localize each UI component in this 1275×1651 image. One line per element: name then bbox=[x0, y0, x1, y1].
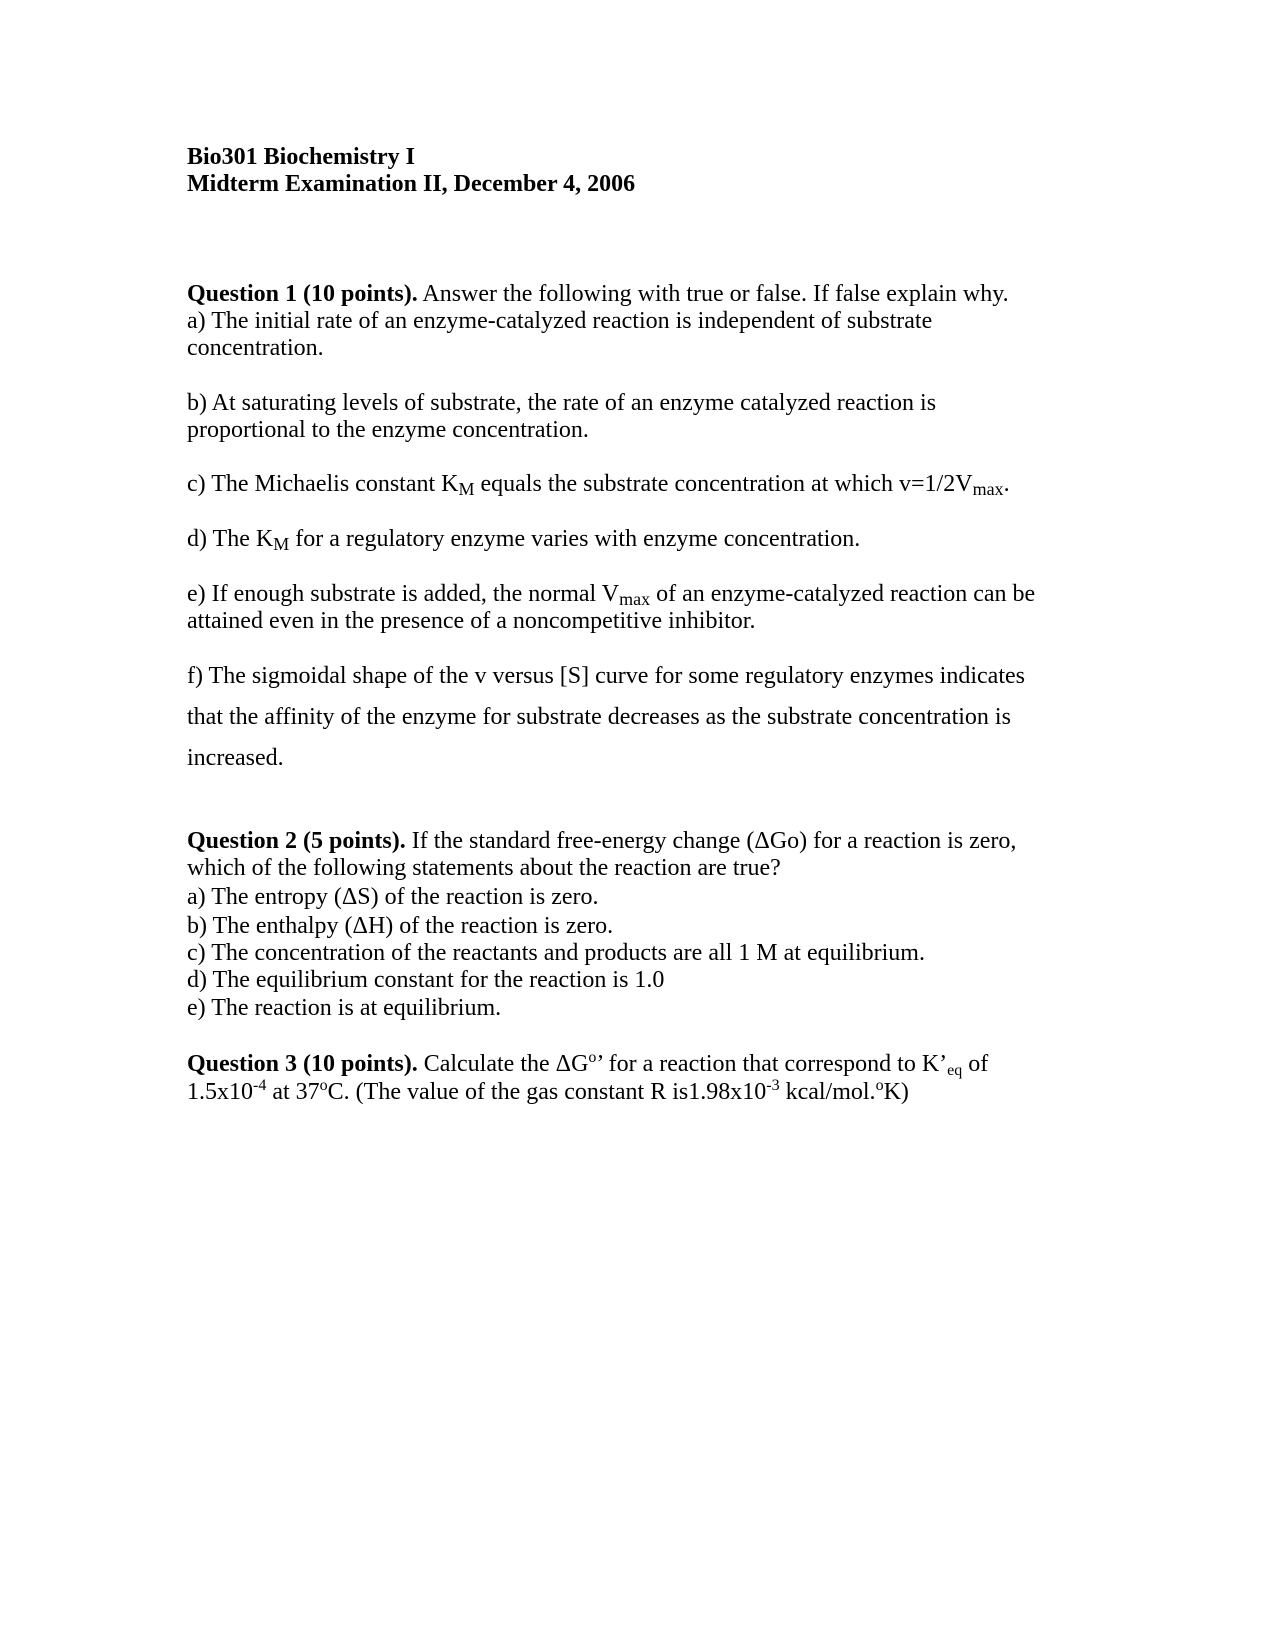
q2-option-b: b) The enthalpy (ΔH) of the reaction is zero. bbox=[187, 913, 614, 939]
q1-a-line2: concentration. bbox=[187, 335, 324, 361]
q1-e-text: e) If enough substrate is added, the normal V bbox=[187, 581, 620, 607]
q3-l2-d: kcal/mol. bbox=[779, 1079, 876, 1105]
q2-option-c: c) The concentration of the reactants and products are all 1 M at equilibrium. bbox=[187, 940, 925, 966]
q3-sup1: o bbox=[588, 1049, 597, 1066]
q1-intro: Answer the following with true or false. If false explain why. bbox=[417, 281, 1009, 307]
q2-title: Question 2 (5 points). bbox=[187, 828, 406, 854]
q1-title: Question 1 (10 points). bbox=[187, 281, 418, 307]
q3-heading bbox=[187, 1050, 988, 1078]
q1-d-text: d) The K bbox=[187, 526, 274, 552]
q1-e-end: of an enzyme-catalyzed reaction can be bbox=[650, 581, 1036, 607]
q3-l2-sup1: -4 bbox=[253, 1077, 267, 1094]
exam-title: Midterm Examination II, December 4, 2006 bbox=[187, 171, 636, 197]
q1-e-line2: attained even in the presence of a noncompetitive inhibitor. bbox=[187, 608, 756, 634]
q1-e bbox=[187, 580, 1035, 608]
q1-b-line1: b) At saturating levels of substrate, the rate of an enzyme catalyzed reaction is bbox=[187, 390, 937, 416]
q1-f-line1: f) The sigmoidal shape of the v versus [S] curve for some regulatory enzymes indicates bbox=[187, 663, 1025, 689]
q3-l2-b: at 37 bbox=[266, 1079, 320, 1105]
q2-option-d: d) The equilibrium constant for the reaction is 1.0 bbox=[187, 967, 665, 993]
q1-d bbox=[187, 525, 860, 553]
q3-l2-sup3: -3 bbox=[766, 1077, 780, 1094]
q1-f-line3: increased. bbox=[187, 745, 284, 771]
q3-l2-c: C. (The value of the gas constant R is1.98x10 bbox=[327, 1079, 767, 1105]
q2-intro-line2: which of the following statements about the reaction are true? bbox=[187, 855, 781, 881]
q1-e-sub: max bbox=[619, 589, 651, 609]
q3-l2-a: 1.5x10 bbox=[187, 1079, 253, 1105]
q2-option-a: a) The entropy (ΔS) of the reaction is zero. bbox=[187, 884, 599, 910]
q3-text2: ’ for a reaction that correspond to K’ bbox=[596, 1051, 948, 1077]
q3-title: Question 3 (10 points). bbox=[187, 1051, 418, 1077]
q2-heading bbox=[187, 827, 1016, 855]
q1-c-end: . bbox=[1003, 471, 1010, 497]
q3-line2 bbox=[187, 1078, 909, 1106]
q1-c-sub: M bbox=[458, 479, 475, 499]
q3-l2-e: K) bbox=[883, 1079, 909, 1105]
q3-l2-sup2: o bbox=[319, 1077, 328, 1094]
q1-d-sub: M bbox=[273, 534, 290, 554]
q1-c-text: c) The Michaelis constant K bbox=[187, 471, 459, 497]
q1-c-mid: equals the substrate concentration at which v=1/2V bbox=[474, 471, 973, 497]
q3-sub-eq: eq bbox=[947, 1062, 963, 1079]
q1-f-line2: that the affinity of the enzyme for substrate decreases as the substrate concentration is bbox=[187, 704, 1011, 730]
q3-text3: of bbox=[962, 1051, 989, 1077]
q1-a-line1: a) The initial rate of an enzyme-catalyzed reaction is independent of substrate bbox=[187, 308, 933, 334]
q1-heading bbox=[187, 280, 1009, 308]
q3-l2-sup4: o bbox=[875, 1077, 884, 1094]
q2-option-e: e) The reaction is at equilibrium. bbox=[187, 995, 502, 1021]
q1-c bbox=[187, 470, 1010, 498]
course-title: Bio301 Biochemistry I bbox=[187, 144, 415, 170]
q2-intro: If the standard free-energy change (ΔGo) for a reaction is zero, bbox=[405, 828, 1017, 854]
q1-c-sub2: max bbox=[972, 479, 1004, 499]
q3-text1: Calculate the ΔG bbox=[417, 1051, 589, 1077]
q1-d-end: for a regulatory enzyme varies with enzyme concentration. bbox=[289, 526, 861, 552]
q1-b-line2: proportional to the enzyme concentration. bbox=[187, 417, 589, 443]
